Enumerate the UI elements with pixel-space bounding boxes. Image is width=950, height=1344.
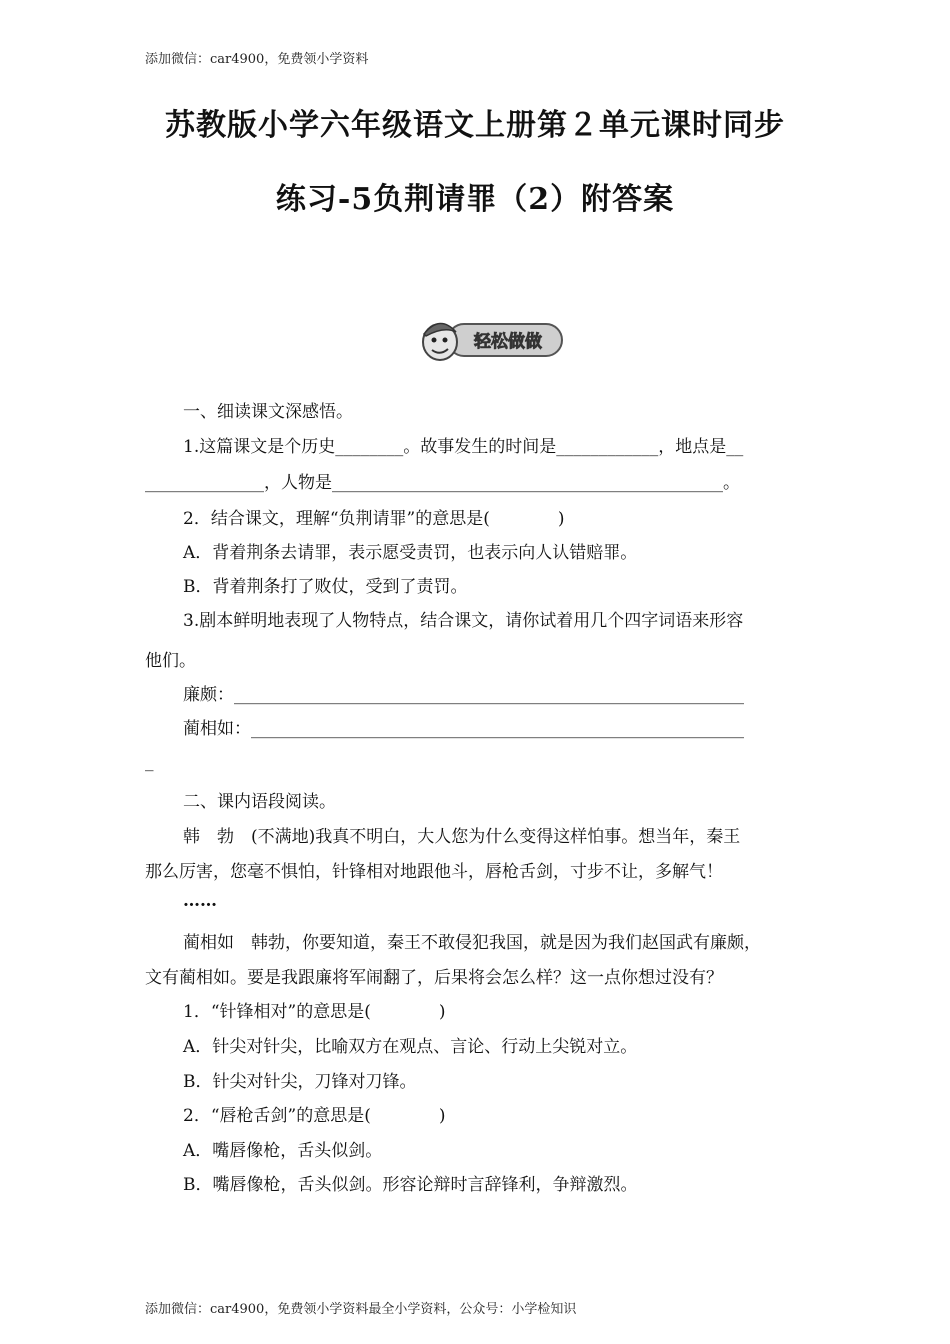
section-1-heading: 一、细读课文深感悟。: [183, 402, 353, 422]
section-2-heading: 二、课内语段阅读。: [183, 792, 336, 812]
passage-1-line-2: 那么厉害，您毫不惧怕，针锋相对地跟他斗，唇枪舌剑，寸步不让，多解气！: [145, 862, 723, 882]
s2-question-2: 2．“唇枪舌剑”的意思是( ): [183, 1106, 446, 1126]
s1-question-3-line-2: 他们。: [145, 651, 196, 671]
badge-label: 轻松做做: [474, 332, 542, 352]
cartoon-boy-icon: [423, 323, 457, 360]
page-title-line-1: 苏教版小学六年级语文上册第２单元课时同步: [165, 108, 785, 143]
s1-question-1-line-2: ______________，人物是______________________________________________。: [145, 473, 740, 493]
s1-question-1-line-1: 1.这篇课文是个历史________。故事发生的时间是____________，地点是__: [183, 437, 744, 457]
page-title-line-2: 练习-5负荆请罪（2）附答案: [275, 182, 675, 217]
passage-2-line-2: 文有蔺相如。要是我跟廉将军闹翻了，后果将会怎么样？这一点你想过没有？: [145, 968, 723, 988]
s1-question-3-line-1: 3.剧本鲜明地表现了人物特点，结合课文，请你试着用几个四字词语来形容: [183, 611, 744, 631]
s1-question-2: 2．结合课文，理解“负荆请罪”的意思是( ): [183, 509, 565, 529]
page-header: 添加微信：car4900，免费领小学资料: [145, 52, 369, 67]
s2-question-1: 1．“针锋相对”的意思是( ): [183, 1002, 446, 1022]
s2-question-2-option-b: B．嘴唇像枪，舌头似剑。形容论辩时言辞锋利，争辩激烈。: [183, 1175, 638, 1195]
s2-question-2-option-a: A．嘴唇像枪，舌头似剑。: [183, 1141, 383, 1161]
answer-line-lianpo: 廉颇：____________________________________________________________: [183, 685, 744, 705]
passage-ellipsis: ……: [183, 891, 217, 911]
s1-question-2-option-a: A．背着荆条去请罪，表示愿受责罚，也表示向人认错赔罪。: [183, 543, 638, 563]
s2-question-1-option-b: B．针尖对针尖，刀锋对刀锋。: [183, 1072, 417, 1092]
passage-2-line-1: 蔺相如 韩勃，你要知道，秦王不敢侵犯我国，就是因为我们赵国武有廉颇，: [183, 933, 761, 953]
passage-1-line-1: 韩 勃 (不满地)我真不明白，大人您为什么变得这样怕事。想当年，秦王: [183, 827, 741, 847]
stray-underscore: _: [145, 752, 154, 772]
easy-practice-badge: [414, 312, 566, 364]
s1-question-2-option-b: B．背着荆条打了败仗，受到了责罚。: [183, 577, 468, 597]
s2-question-1-option-a: A．针尖对针尖，比喻双方在观点、言论、行动上尖锐对立。: [183, 1037, 638, 1057]
answer-line-linxiangru: 蔺相如：__________________________________________________________: [183, 719, 744, 739]
page-footer: 添加微信：car4900，免费领小学资料最全小学资料，公众号：小学检知识: [145, 1302, 577, 1317]
